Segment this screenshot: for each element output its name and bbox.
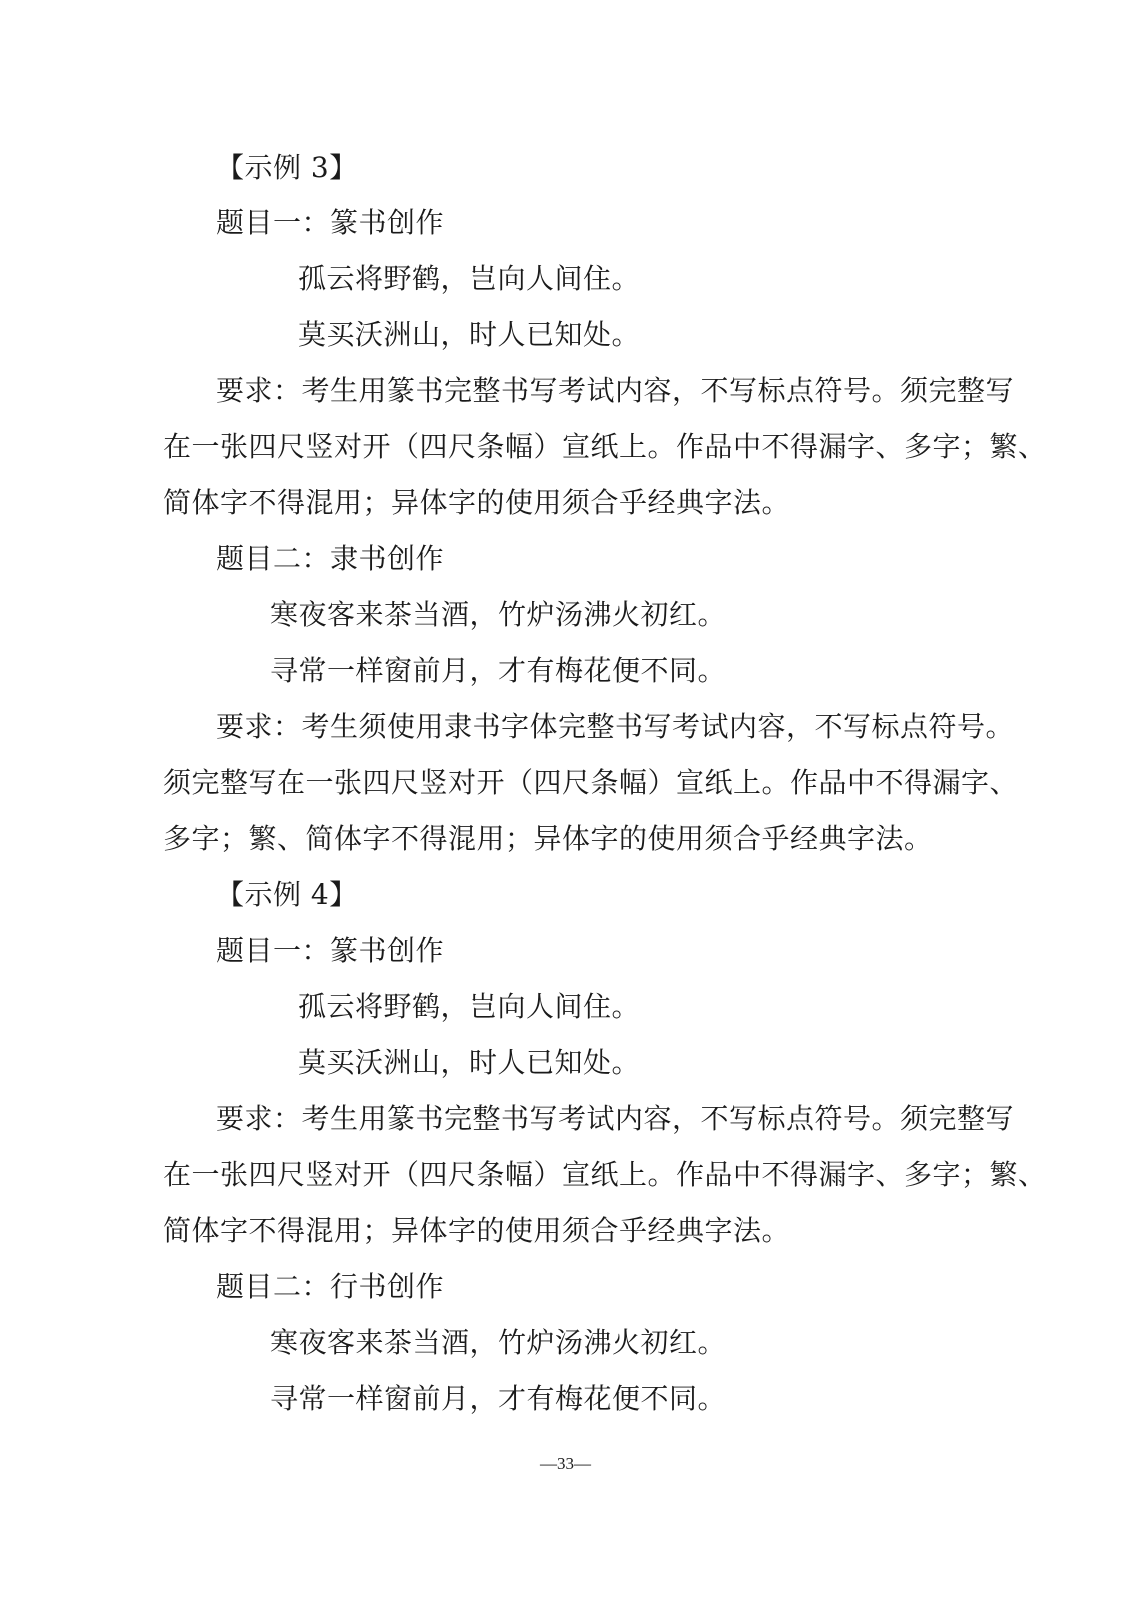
ex3-topic-1-title: 题目一：篆书创作 [216,206,445,239]
ex4-topic-1-requirement-line-2: 在一张四尺竖对开（四尺条幅）宣纸上。作品中不得漏字、多字；繁、 [163,1158,1047,1191]
ex3-topic-2-verse-1: 寒夜客来茶当酒，竹炉汤沸火初红。 [270,598,727,631]
ex4-topic-2-verse-1: 寒夜客来茶当酒，竹炉汤沸火初红。 [270,1326,727,1359]
ex3-topic-1-requirement-line-2: 在一张四尺竖对开（四尺条幅）宣纸上。作品中不得漏字、多字；繁、 [163,430,1047,463]
ex4-topic-2-verse-2: 寻常一样窗前月，才有梅花便不同。 [270,1382,727,1415]
ex3-topic-2-requirement-line-2: 须完整写在一张四尺竖对开（四尺条幅）宣纸上。作品中不得漏字、 [163,766,1019,799]
ex3-topic-2-verse-2: 寻常一样窗前月，才有梅花便不同。 [270,654,727,687]
ex3-topic-1-requirement-line-1: 要求：考生用篆书完整书写考试内容，不写标点符号。须完整写 [216,374,1015,407]
ex3-topic-2-requirement-line-1: 要求：考生须使用隶书字体完整书写考试内容，不写标点符号。 [216,710,1015,743]
ex4-topic-1-requirement-line-1: 要求：考生用篆书完整书写考试内容，不写标点符号。须完整写 [216,1102,1015,1135]
ex4-topic-1-requirement-line-3: 简体字不得混用；异体字的使用须合乎经典字法。 [163,1214,791,1247]
page-number: —33— [540,1454,591,1473]
ex4-topic-1-title: 题目一：篆书创作 [216,934,445,967]
ex3-topic-2-requirement-line-3: 多字；繁、简体字不得混用；异体字的使用须合乎经典字法。 [163,822,933,855]
ex3-topic-1-requirement-line-3: 简体字不得混用；异体字的使用须合乎经典字法。 [163,486,791,519]
ex3-topic-2-title: 题目二：隶书创作 [216,542,445,575]
ex4-topic-2-title: 题目二：行书创作 [216,1270,445,1303]
example-3-heading: 【示例 3】 [216,151,358,184]
ex3-topic-1-verse-2: 莫买沃洲山，时人已知处。 [298,318,641,351]
ex4-topic-1-verse-2: 莫买沃洲山，时人已知处。 [298,1046,641,1079]
example-4-heading: 【示例 4】 [216,878,358,911]
ex4-topic-1-verse-1: 孤云将野鹤，岂向人间住。 [298,990,641,1023]
ex3-topic-1-verse-1: 孤云将野鹤，岂向人间住。 [298,262,641,295]
